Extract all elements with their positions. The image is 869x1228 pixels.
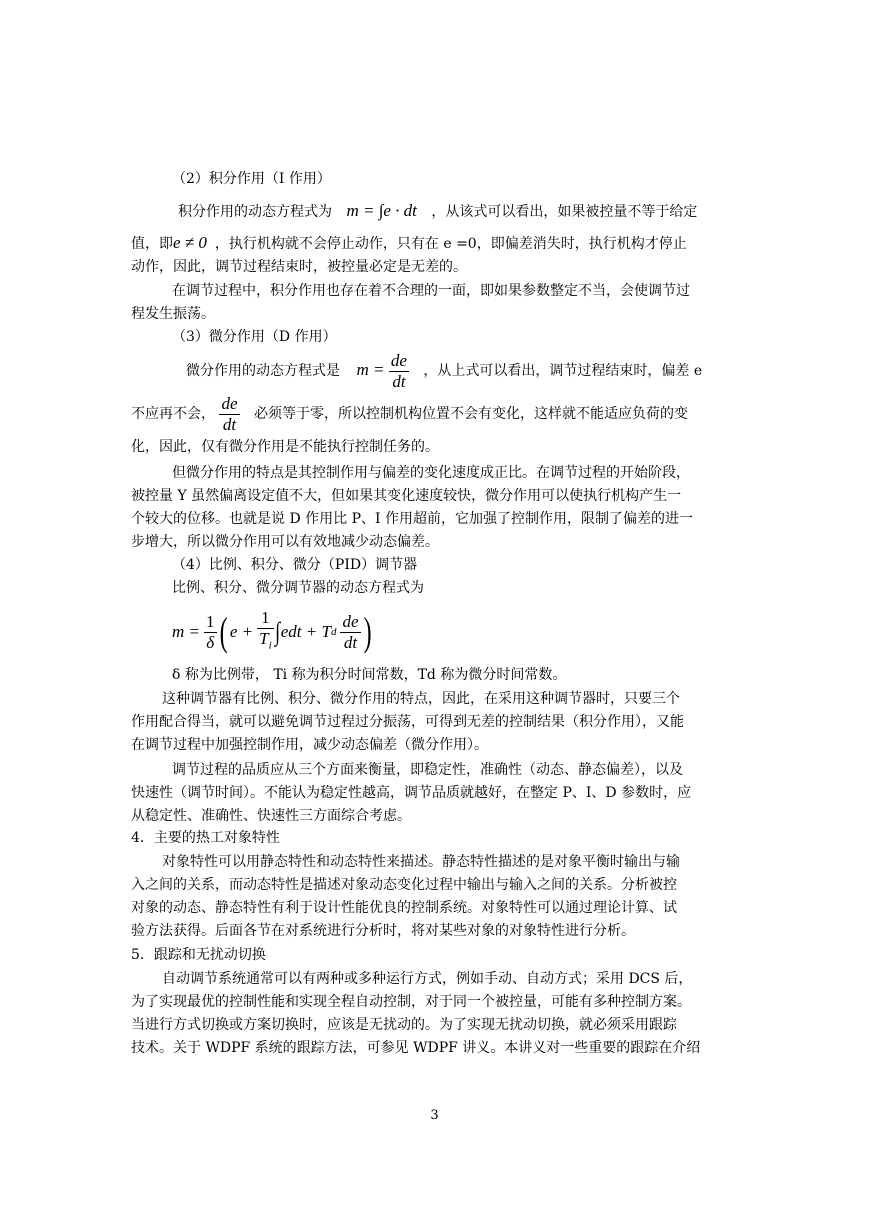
text: 值，即 (131, 236, 173, 252)
pid-fraction-de-dt: $\frac{de}{dt}$ (342, 611, 359, 652)
paragraph-line: 动作，因此，调节过程结束时，被控量必定是无差的。 (131, 259, 467, 275)
text: ，从上式可以看出，调节过程结束时，偏差 e (423, 363, 703, 379)
paragraph-line: 从稳定性、准确性、快速性三方面综合考虑。 (131, 808, 411, 824)
paragraph-line: 入之间的关系，而动态特性是描述对象动态变化过程中输出与输入之间的关系。分析被控 (131, 877, 677, 893)
paragraph-line: 对象的动态、静态特性有利于设计性能优良的控制系统。对象特性可以通过理论计算、试 (131, 900, 677, 916)
inequality-formula: e ≠ 0 (173, 233, 207, 252)
section-heading-4: 4．主要的热工对象特性 (131, 830, 280, 846)
text: ，从该式可以看出，如果被控量不等于给定 (431, 204, 698, 220)
paragraph-line: 在调节过程中，积分作用也存在着不合理的一面，即如果参数整定不当，会使调节过 (172, 283, 690, 299)
text: ，执行机构就不会停止动作，只有在 e =0，即偏差消失时，执行机构才停止 (214, 236, 687, 252)
pid-formula: m = $\frac{1}{\delta}$ ( e + $\frac{1}{T_i}$ ∫ edt + T d $\frac{de}{dt}$ ) (172, 608, 372, 654)
text: 必须等于零，所以控制机构位置不会有变化，这样就不能适应负荷的变 (253, 406, 688, 422)
paragraph-line: 但微分作用的特点是其控制作用与偏差的变化速度成正比。在调节过程的开始阶段， (172, 465, 690, 481)
section-heading-integral: （2）积分作用（I 作用） (172, 171, 331, 187)
paragraph-line (131, 232, 687, 255)
section-heading-derivative: （3）微分作用（D 作用） (172, 329, 337, 345)
paragraph-line: 作用配合得当，就可以避免调节过程过分振荡，可得到无差的控制结果（积分作用），又能 (131, 714, 684, 730)
paragraph-line: 化，因此，仅有微分作用是不能执行控制任务的。 (131, 439, 439, 455)
section-heading-pid: （4）比例、积分、微分（PID）调节器 (172, 557, 418, 573)
paragraph-line: 在调节过程中加强控制作用，减少动态偏差（微分作用）。 (131, 737, 488, 753)
paragraph-line: 验方法获得。后面各节在对系统进行分析时，将对某些对象的对象特性进行分析。 (131, 923, 635, 939)
paragraph-line (131, 392, 688, 436)
text: 微分作用的动态方程式是 (186, 363, 340, 379)
paragraph-line: δ 称为比例带， Ti 称为积分时间常数，Td 称为微分时间常数。 (172, 667, 567, 683)
derivative-formula-lhs: m = (356, 360, 385, 379)
paragraph-line (178, 196, 697, 226)
section-heading-5: 5．跟踪和无扰动切换 (131, 947, 266, 963)
paragraph-line: 对象特性可以用静态特性和动态特性来描述。静态特性描述的是对象平衡时输出与输 (162, 854, 680, 870)
paragraph-line: 个较大的位移。也就是说 D 作用比 P、I 作用超前，它加强了控制作用，限制了偏差的进一 (131, 511, 693, 527)
paragraph-line: 快速性（调节时间）。不能认为稳定性越高，调节品质就越好，在整定 P、I、D 参数时，应 (131, 785, 692, 801)
pid-fraction-one-over-ti: $\frac{1}{T_i}$ (259, 608, 272, 652)
right-paren: ) (363, 609, 372, 654)
pid-fraction-one-over-delta: $\frac{1}{\delta}$ (206, 611, 215, 652)
paragraph-line: 这种调节器有比例、积分、微分作用的特点，因此，在采用这种调节器时，只要三个 (162, 691, 680, 707)
paragraph-line: 技术。关于 WDPF 系统的跟踪方法，可参见 WDPF 讲义。本讲义对一些重要的跟踪在介绍 (131, 1040, 701, 1056)
paragraph-line: 程发生振荡。 (131, 306, 215, 322)
paragraph-line: 调节过程的品质应从三个方面来衡量，即稳定性，准确性（动态、静态偏差），以及 (172, 762, 683, 778)
derivative-fraction: $\frac{de}{dt}$ (221, 393, 238, 434)
left-paren: ( (219, 609, 228, 654)
paragraph-line: 被控量 Y 虽然偏离设定值不大，但如果其变化速度较快，微分作用可以使执行机构产生一 (131, 488, 682, 504)
integral-sign: ∫ (274, 617, 280, 646)
paragraph-line: 比例、积分、微分调节器的动态方程式为 (172, 580, 424, 596)
paragraph-line: 为了实现最优的控制性能和实现全程自动控制，对于同一个被控量，可能有多种控制方案。 (131, 994, 691, 1010)
paragraph-line (186, 348, 702, 392)
integral-formula: m = ∫e · dt (346, 201, 417, 220)
derivative-fraction: $\frac{de}{dt}$ (390, 350, 407, 391)
paragraph-line: 步增大，所以微分作用可以有效地减少动态偏差。 (131, 534, 439, 550)
paragraph-line: 自动调节系统通常可以有两种或多种运行方式，例如手动、自动方式；采用 DCS 后， (162, 971, 693, 987)
text: 积分作用的动态方程式为 (178, 204, 332, 220)
page-number: 3 (430, 1108, 439, 1123)
paragraph-line: 当进行方式切换或方案切换时，应该是无扰动的。为了实现无扰动切换，就必须采用跟踪 (131, 1017, 677, 1033)
text: 不应再不会， (131, 406, 215, 422)
